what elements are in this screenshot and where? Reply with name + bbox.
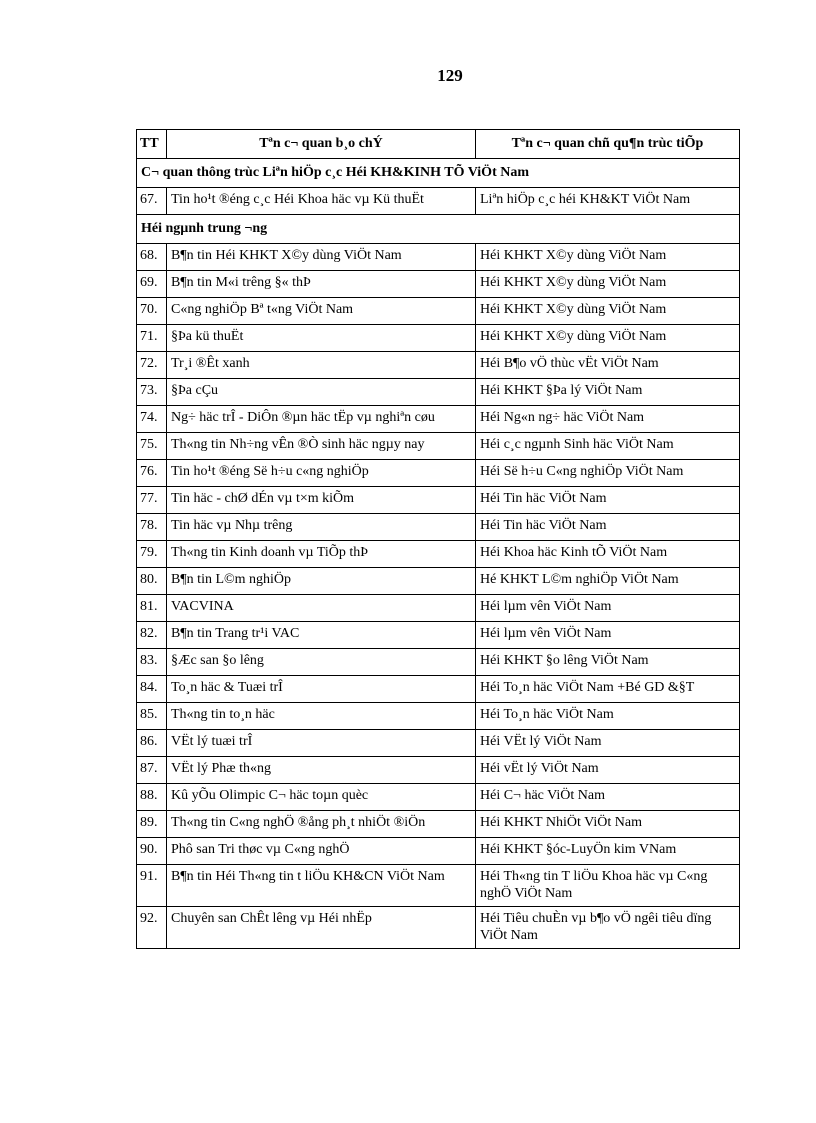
agency-name: Tr¸i ®Êt xanh [167, 352, 476, 379]
table-row [137, 595, 740, 622]
table-row [137, 730, 740, 757]
managing-body: Héi KHKT X©y dùng ViÖt Nam [476, 325, 740, 352]
table-header-row [137, 130, 740, 159]
table-row [137, 865, 740, 907]
table-row [137, 244, 740, 271]
row-number: 70. [137, 298, 167, 325]
row-number: 71. [137, 325, 167, 352]
table-row [137, 460, 740, 487]
table-row [137, 271, 740, 298]
managing-body: Héi B¶o vÖ thùc vËt ViÖt Nam [476, 352, 740, 379]
table-row [137, 379, 740, 406]
managing-body: Héi To¸n häc ViÖt Nam [476, 703, 740, 730]
table-row [137, 352, 740, 379]
row-number: 68. [137, 244, 167, 271]
table-row [137, 784, 740, 811]
row-number: 77. [137, 487, 167, 514]
row-number: 92. [137, 907, 167, 949]
managing-body: Héi vËt lý ViÖt Nam [476, 757, 740, 784]
row-number: 83. [137, 649, 167, 676]
agency-name: Tin häc vµ Nhµ trêng [167, 514, 476, 541]
managing-body: Liªn hiÖp c¸c héi KH&KT ViÖt Nam [476, 188, 740, 215]
row-number: 84. [137, 676, 167, 703]
managing-body: Hé KHKT L©m nghiÖp ViÖt Nam [476, 568, 740, 595]
agency-name: Th«ng tin to¸n häc [167, 703, 476, 730]
agency-name: Th«ng tin Nh÷ng vÊn ®Ò sinh häc ngµy nay [167, 433, 476, 460]
table-row [137, 188, 740, 215]
table-row [137, 568, 740, 595]
agency-name: B¶n tin Trang tr¹i VAC [167, 622, 476, 649]
row-number: 75. [137, 433, 167, 460]
section-title: C¬ quan thông trùc Liªn hiÖp c¸c Héi KH&KINH TÕ ViÖt Nam [137, 159, 740, 188]
table-row [137, 433, 740, 460]
row-number: 80. [137, 568, 167, 595]
managing-body: Héi To¸n häc ViÖt Nam +Bé GD &§T [476, 676, 740, 703]
agency-name: To¸n häc & Tuæi trÎ [167, 676, 476, 703]
table-row [137, 811, 740, 838]
agency-name: VACVINA [167, 595, 476, 622]
agency-name: Tin ho¹t ®éng Së h÷u c«ng nghiÖp [167, 460, 476, 487]
table-row [137, 487, 740, 514]
agency-name: Phô san Tri thøc vµ C«ng nghÖ [167, 838, 476, 865]
managing-body: Héi Së h÷u C«ng nghiÖp ViÖt Nam [476, 460, 740, 487]
managing-body: Héi KHKT X©y dùng ViÖt Nam [476, 244, 740, 271]
managing-body: Héi lµm vên ViÖt Nam [476, 622, 740, 649]
managing-body: Héi VËt lý ViÖt Nam [476, 730, 740, 757]
managing-body: Héi KHKT §o lêng ViÖt Nam [476, 649, 740, 676]
row-number: 69. [137, 271, 167, 298]
managing-body: Héi KHKT NhiÖt ViÖt Nam [476, 811, 740, 838]
press-agency-table [136, 129, 740, 949]
table-row [137, 541, 740, 568]
row-number: 86. [137, 730, 167, 757]
row-number: 67. [137, 188, 167, 215]
header-tt: TT [137, 130, 167, 159]
section-title: Héi ngµnh trung ¬ng [137, 215, 740, 244]
table-row [137, 649, 740, 676]
managing-body: Héi lµm vên ViÖt Nam [476, 595, 740, 622]
table-body [137, 159, 740, 949]
row-number: 88. [137, 784, 167, 811]
agency-name: Chuyên san ChÊt lêng vµ Héi nhËp [167, 907, 476, 949]
agency-name: C«ng nghiÖp Bª t«ng ViÖt Nam [167, 298, 476, 325]
row-number: 76. [137, 460, 167, 487]
agency-name: B¶n tin L©m nghiÖp [167, 568, 476, 595]
managing-body: Héi KHKT X©y dùng ViÖt Nam [476, 271, 740, 298]
header-managing-body: Tªn c¬ quan chñ qu¶n trùc tiÕp [476, 130, 740, 159]
table-row [137, 298, 740, 325]
row-number: 87. [137, 757, 167, 784]
table-row [137, 757, 740, 784]
agency-name: Th«ng tin Kinh doanh vµ TiÕp thÞ [167, 541, 476, 568]
table-row [137, 907, 740, 949]
table-row [137, 676, 740, 703]
managing-body: Héi KHKT §óc-LuyÖn kim VNam [476, 838, 740, 865]
row-number: 89. [137, 811, 167, 838]
agency-name: §Æc san §o lêng [167, 649, 476, 676]
row-number: 90. [137, 838, 167, 865]
table-row [137, 406, 740, 433]
table-row [137, 838, 740, 865]
table-row [137, 514, 740, 541]
row-number: 91. [137, 865, 167, 907]
section-row [137, 215, 740, 244]
agency-name: B¶n tin M«i trêng §« thÞ [167, 271, 476, 298]
row-number: 72. [137, 352, 167, 379]
agency-name: Kû yÕu Olimpic C¬ häc toµn quèc [167, 784, 476, 811]
agency-name: VËt lý Phæ th«ng [167, 757, 476, 784]
row-number: 85. [137, 703, 167, 730]
managing-body: Héi Ng«n ng÷ häc ViÖt Nam [476, 406, 740, 433]
table-row [137, 622, 740, 649]
agency-name: B¶n tin Héi KHKT X©y dùng ViÖt Nam [167, 244, 476, 271]
section-row [137, 159, 740, 188]
row-number: 73. [137, 379, 167, 406]
row-number: 81. [137, 595, 167, 622]
row-number: 78. [137, 514, 167, 541]
agency-name: VËt lý tuæi trÎ [167, 730, 476, 757]
managing-body: Héi c¸c ngµnh Sinh häc ViÖt Nam [476, 433, 740, 460]
managing-body: Héi Tin häc ViÖt Nam [476, 514, 740, 541]
table-row [137, 325, 740, 352]
managing-body: Héi C¬ häc ViÖt Nam [476, 784, 740, 811]
table-row [137, 703, 740, 730]
agency-name: §Þa kü thuËt [167, 325, 476, 352]
managing-body: Héi KHKT X©y dùng ViÖt Nam [476, 298, 740, 325]
managing-body: Héi Khoa häc Kinh tÕ ViÖt Nam [476, 541, 740, 568]
managing-body: Héi Tin häc ViÖt Nam [476, 487, 740, 514]
agency-name: Tin häc - chØ dÉn vµ t×m kiÕm [167, 487, 476, 514]
managing-body: Héi KHKT §Þa lý ViÖt Nam [476, 379, 740, 406]
agency-name: §Þa cÇu [167, 379, 476, 406]
managing-body: Héi Th«ng tin T liÖu Khoa häc vµ C«ng nghÖ ViÖt Nam [476, 865, 740, 907]
managing-body: Héi Tiêu chuÈn vµ b¶o vÖ ngêi tiêu dïng ViÖt Nam [476, 907, 740, 949]
agency-name: Ng÷ häc trÎ - DiÔn ®µn häc tËp vµ nghiªn cøu [167, 406, 476, 433]
header-agency-name: Tªn c¬ quan b¸o chÝ [167, 130, 476, 159]
agency-name: B¶n tin Héi Th«ng tin t liÖu KH&CN ViÖt Nam [167, 865, 476, 907]
row-number: 82. [137, 622, 167, 649]
agency-name: Tin ho¹t ®éng c¸c Héi Khoa häc vµ Kü thuËt [167, 188, 476, 215]
agency-name: Th«ng tin C«ng nghÖ ®ång ph¸t nhiÖt ®iÖn [167, 811, 476, 838]
page-number: 129 [437, 66, 463, 85]
row-number: 74. [137, 406, 167, 433]
row-number: 79. [137, 541, 167, 568]
